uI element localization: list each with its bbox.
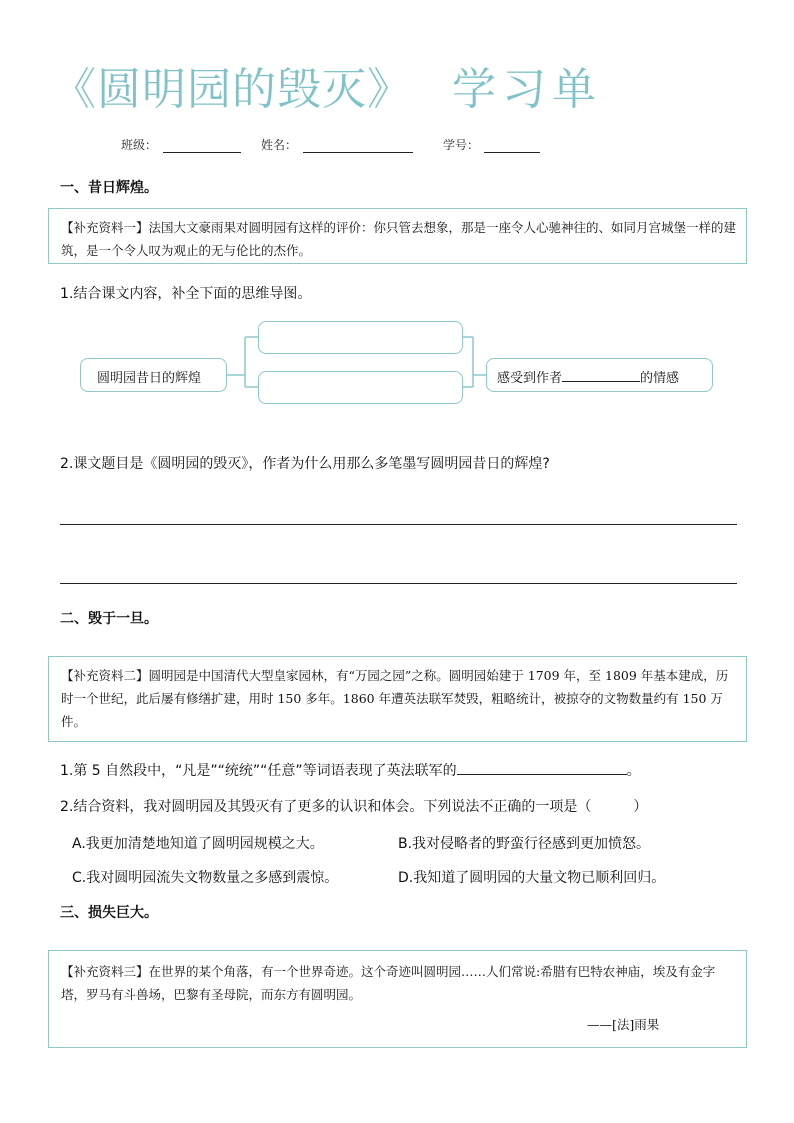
number-label: 学号：	[443, 138, 480, 152]
class-label: 班级：	[121, 138, 158, 152]
mindmap-middle-top-node[interactable]	[258, 321, 463, 354]
title-sub: 学习单	[452, 64, 602, 115]
answer-line-1[interactable]	[60, 524, 737, 525]
section2-heading: 二、毁于一旦。	[60, 611, 158, 627]
material-box-3	[48, 950, 747, 1048]
option-d[interactable]: D.我知道了圆明园的大量文物已顺利回归。	[398, 870, 666, 886]
section1-question-2: 2.课文题目是《圆明园的毁灭》，作者为什么用那么多笔墨写圆明园昔日的辉煌?	[60, 456, 550, 472]
material-attribution: ——[法]雨果	[587, 1017, 660, 1032]
material-text-2: 【补充资料二】圆明园是中国清代大型皇家园林，有“万园之园”之称。圆明园始建于 1709 年，至 1809 年基本建成，历时一个世纪，此后屡有修缮扩建，用时 150 多年。1860 年遭英法联军焚毁，粗略统计，被掠夺的文物数量约有 150 万件。	[61, 668, 729, 729]
section1-question-1: 1.结合课文内容，补全下面的思维导图。	[60, 286, 312, 302]
material-text-3: 【补充资料三】在世界的某个角落，有一个世界奇迹。这个奇迹叫圆明园……人们常说:希腊有巴特农神庙，埃及有金字塔，罗马有斗兽场，巴黎有圣母院，而东方有圆明园。	[61, 964, 716, 1002]
name-label: 姓名：	[261, 138, 298, 152]
answer-line-2[interactable]	[60, 583, 737, 584]
material-box-2	[48, 656, 747, 742]
section2-q1-suffix: 。	[626, 763, 641, 779]
title-main: 《圆明园的毁灭》	[52, 64, 412, 115]
section2-question-1	[60, 760, 641, 780]
mindmap-right-prefix: 感受到作者	[497, 371, 563, 386]
mindmap-right-suffix: 的情感	[640, 371, 680, 386]
mindmap-right-node	[486, 358, 713, 392]
mindmap-left-node	[80, 358, 227, 392]
mindmap-connectors	[0, 0, 794, 420]
option-a[interactable]: A.我更加清楚地知道了圆明园规模之大。	[72, 836, 324, 852]
option-b[interactable]: B.我对侵略者的野蛮行径感到更加愤怒。	[398, 836, 651, 852]
section2-q1-blank[interactable]	[457, 760, 627, 775]
section1-heading: 一、昔日辉煌。	[60, 180, 158, 196]
mindmap-left-label: 圆明园昔日的辉煌	[97, 371, 202, 386]
mindmap-right-blank[interactable]	[562, 368, 640, 382]
mindmap-middle-bottom-node[interactable]	[258, 371, 463, 404]
material-text-1: 【补充资料一】法国大文豪雨果对圆明园有这样的评价：你只管去想象，那是一座令人心驰神往的、如同月宫城堡一样的建筑，是一个令人叹为观止的无与伦比的杰作。	[61, 220, 737, 258]
option-c[interactable]: C.我对圆明园流失文物数量之多感到震惊。	[72, 870, 339, 886]
section3-heading: 三、损失巨大。	[60, 905, 158, 921]
section2-question-2: 2.结合资料，我对圆明园及其毁灭有了更多的认识和体会。下列说法不正确的一项是（ ）	[60, 799, 648, 815]
section2-q1-prefix: 1.第 5 自然段中，“凡是”“统统”“任意”等词语表现了英法联军的	[60, 763, 457, 779]
